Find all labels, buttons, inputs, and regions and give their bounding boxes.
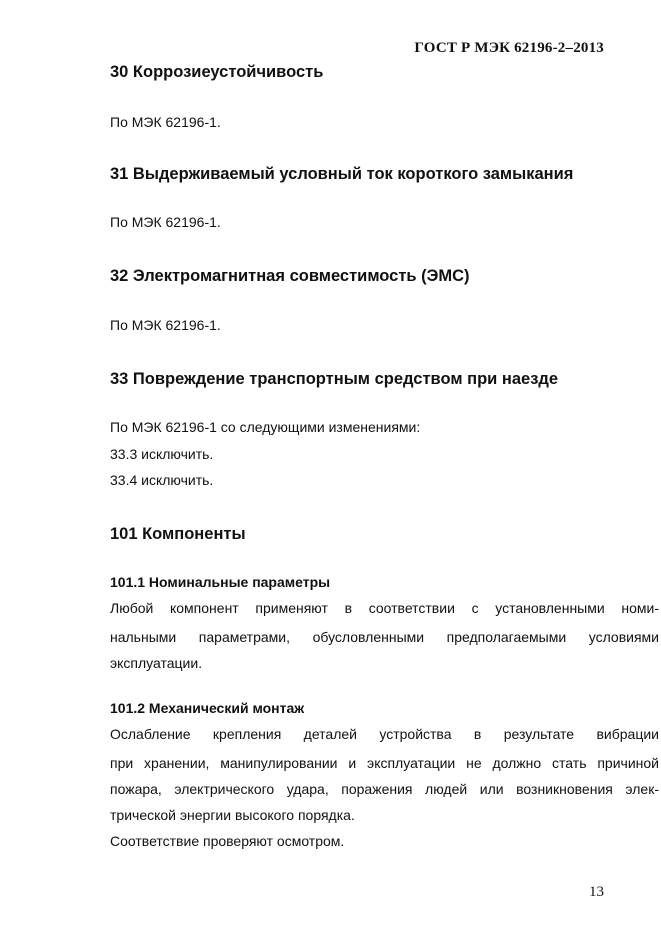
page-number: 13 [589, 884, 604, 900]
subsection-101-2-line-1: Ослабление крепления деталей устройства в результате вибрации [110, 726, 659, 742]
subsection-101-2-line-5: Соответствие проверяют осмотром. [110, 833, 345, 849]
subsection-101-1-line-2: нальными параметрами, обусловленными предполагаемыми условиями [110, 629, 659, 645]
section-101-heading: 101 Компоненты [110, 525, 246, 543]
section-30-heading: 30 Коррозиеустойчивость [110, 63, 324, 81]
standard-designation: ГОСТ Р МЭК 62196-2–2013 [414, 40, 604, 56]
subsection-101-1-line-1: Любой компонент применяют в соответствии с установленными номи- [110, 600, 659, 616]
subsection-101-1-heading: 101.1 Номинальные параметры [110, 574, 331, 590]
section-31-text: По МЭК 62196-1. [110, 214, 221, 230]
subsection-101-2-line-2: при хранении, манипулировании и эксплуатации не должно стать причиной [110, 755, 659, 771]
section-33-text: По МЭК 62196-1 со следующими изменениями: [110, 419, 421, 435]
section-32-heading: 32 Электромагнитная совместимость (ЭМС) [110, 267, 470, 285]
subsection-101-2-heading: 101.2 Механический монтаж [110, 700, 305, 716]
subsection-101-1-line-3: эксплуатации. [110, 655, 203, 671]
section-33-heading: 33 Повреждение транспортным средством при наезде [110, 370, 559, 388]
subsection-101-2-line-3: пожара, электрического удара, поражения людей или возникновения элек- [110, 781, 659, 797]
subsection-101-2-line-4: трической энергии высокого порядка. [110, 807, 355, 823]
section-33-item-2: 33.4 исключить. [110, 472, 214, 488]
section-33-item-1: 33.3 исключить. [110, 446, 214, 462]
section-31-heading: 31 Выдерживаемый условный ток короткого замыкания [110, 165, 574, 183]
section-30-text: По МЭК 62196-1. [110, 114, 221, 130]
section-32-text: По МЭК 62196-1. [110, 317, 221, 333]
